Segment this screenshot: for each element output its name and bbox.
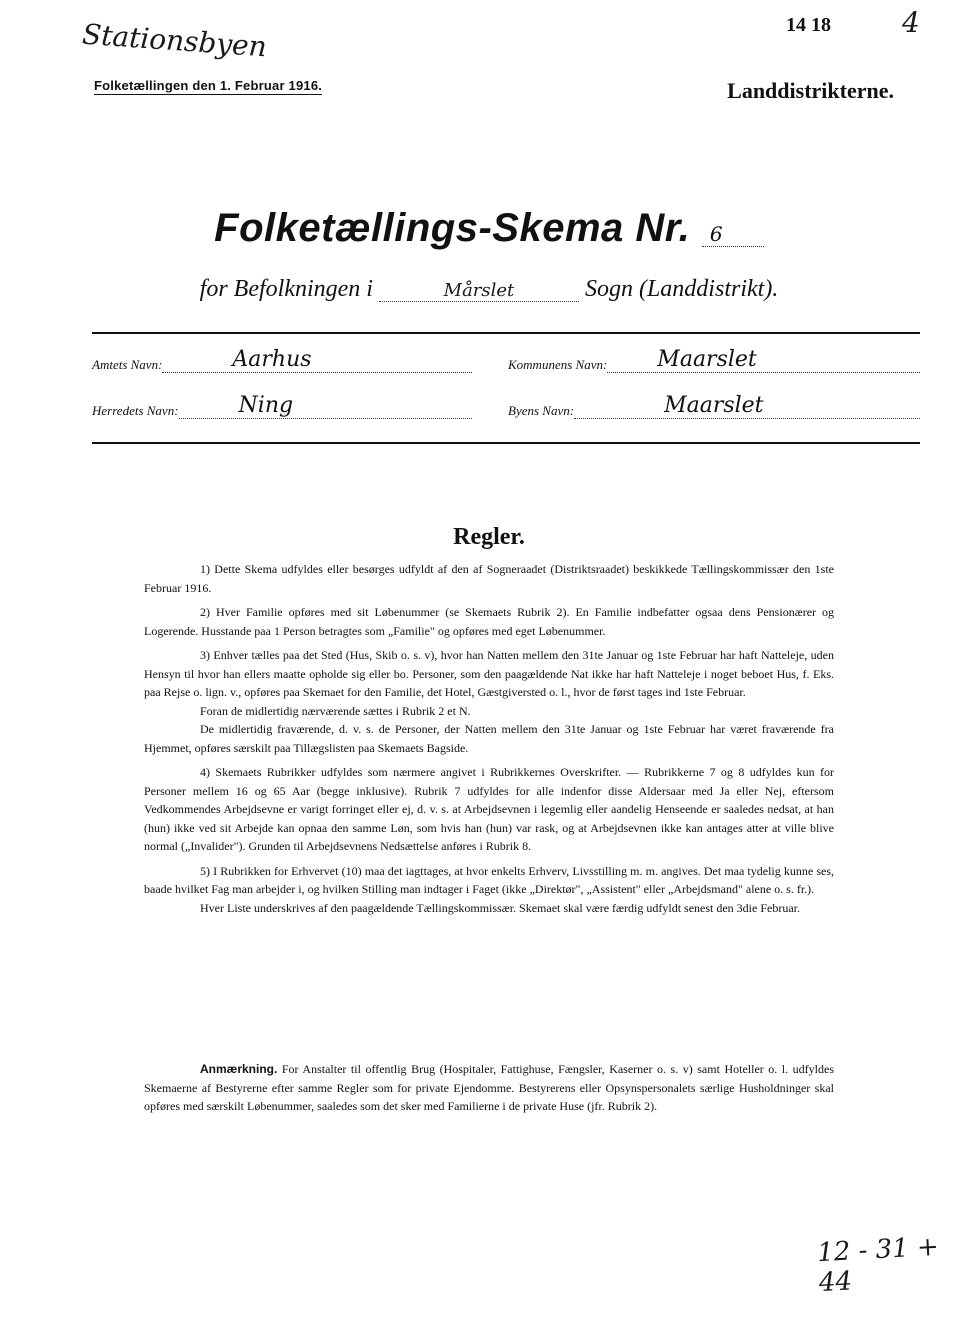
stamp-number: 14 18 bbox=[786, 14, 831, 36]
amt-field-row bbox=[92, 344, 472, 373]
rule-2: 2) Hver Familie opføres med sit Løbenummer (se Skemaets Rubrik 2). En Familie indbefatter ogsaa dens Pensionærer og Logerende. Husstande paa 1 Person betragtes som „Familie" og opføres med eget Løbenummer. bbox=[144, 605, 834, 638]
herred-value: Ning bbox=[238, 393, 294, 418]
kommune-label: Kommunens Navn: bbox=[508, 357, 608, 372]
kommune-field-row bbox=[508, 344, 920, 373]
form-number-field[interactable]: 6 bbox=[702, 222, 764, 247]
census-date-line: Folketællingen den 1. Februar 1916. bbox=[94, 78, 323, 93]
rule-3-present: Foran de midlertidig nærværende sættes i Rubrik 2 et N. bbox=[200, 703, 471, 718]
amt-label: Amtets Navn: bbox=[92, 357, 163, 372]
district-label: Landdistrikterne. bbox=[727, 78, 894, 103]
rule-5: 5) I Rubrikken for Erhvervet (10) maa det iagttages, at hvor enkelts Erhverv, Livsstilling m. m. angives. Det maa tydelig kunne ses, baade hvilket Fag man arbejder i, og hvilken Stilling man indtager i Faget (ikke „Direktør", „Assistent" eller „Arbejdsmand" alene o. s. fr.). bbox=[144, 863, 834, 896]
form-subtitle bbox=[0, 276, 978, 303]
annotation-note bbox=[144, 1060, 834, 1116]
rule-3: 3) Enhver tælles paa det Sted (Hus, Skib o. s. v), hvor han Natten mellem den 31te Januar og 1ste Februar har haft Natteleje, uden Hensyn til hvor han ellers maatte opholde sig eller bo. Personer, som den paagældende Nat ikke har haft Natteleje i noget beboet Hus, f. Eks. paa Rejse o. lign. v., opføres paa Skemaet for den Familie, det Hotel, Gæstgiversted o. l., hvor de først tages ind 1ste Februar. bbox=[144, 648, 834, 699]
kommune-value: Maarslet bbox=[657, 347, 757, 372]
by-field-row bbox=[508, 390, 920, 419]
bottom-divider bbox=[92, 442, 920, 444]
by-value: Maarslet bbox=[664, 393, 764, 418]
rule-1: 1) Dette Skema udfyldes eller besørges udfyldt af den af Sogneraadet (Distriktsraadet) beskikkede Tællingskommissær den 1ste Februar 1916. bbox=[144, 562, 834, 595]
rule-3-absent: De midlertidig fraværende, d. v. s. de Personer, der Natten mellem den 31te Januar og 1ste Februar har været fraværende fra Hjemmet, opføres særskilt paa Tillægslisten paa Skemaets Bagside. bbox=[144, 722, 834, 755]
form-title-text: Folketællings-Skema Nr. bbox=[214, 206, 691, 250]
handwritten-page-number: 4 bbox=[902, 6, 920, 39]
by-field[interactable] bbox=[574, 390, 920, 419]
subtitle-prefix: for Befolkningen i bbox=[199, 276, 373, 302]
form-title bbox=[0, 206, 978, 251]
rule-4: 4) Skemaets Rubrikker udfyldes som nærmere angivet i Rubrikkernes Overskrifter. — Rubrikkerne 7 og 8 udfyldes kun for Personer mellem 16 og 65 Aar (begge inklusive). Rubrik 7 udfyldes for alle indenfor disse Aldersaar med Ja eller Nej, eftersom Vedkommendes Arbejdsevne er varigt forringet eller ej, d. v. s. at Arbejdsevnen i legemlig eller aandelig Henseende er saaledes nedsat, at han (hun) ikke ved sit Arbejde kan opnaa den samme Løn, som hvis han (hun) var rask, og at Arbejdsevnen ikke kan antages atter at ville blive normal („Invalider"). Grunden til Arbejdsevnens Nedsættelse anføres i Rubrik 8. bbox=[144, 765, 834, 853]
subtitle-suffix: Sogn (Landdistrikt). bbox=[584, 276, 779, 302]
rules-heading: Regler. bbox=[453, 524, 525, 550]
note-text: For Anstalter til offentlig Brug (Hospitaler, Fattighuse, Fængsler, Kaserner o. s. v) samt Hoteller o. l. udfyldes Skemaerne af Bestyrerne efter samme Regler som for private Ejendomme. Bestyrerens eller Opsynspersonalets særlige Husholdninger skal opføres med særskilt Løbenummer, saaledes som det sker med Familierne i de private Huse (jfr. Rubrik 2). bbox=[144, 1062, 834, 1113]
note-label: Anmærkning. bbox=[200, 1062, 278, 1076]
rules-section bbox=[144, 560, 834, 923]
handwritten-footer-note: 12 - 31 + 44 bbox=[816, 1231, 940, 1299]
by-label: Byens Navn: bbox=[508, 403, 575, 418]
handwritten-place-note: Stationsbyen bbox=[81, 17, 268, 64]
top-divider bbox=[92, 332, 920, 334]
herred-field-row bbox=[92, 390, 472, 419]
amt-field[interactable] bbox=[162, 344, 472, 373]
herred-label: Herredets Navn: bbox=[92, 403, 179, 418]
rule-5-signature: Hver Liste underskrives af den paagældende Tællingskommissær. Skemaet skal være færdig udfyldt senest den 3die Februar. bbox=[200, 900, 800, 915]
amt-value: Aarhus bbox=[232, 347, 312, 372]
herred-field[interactable] bbox=[179, 390, 472, 419]
parish-field[interactable]: Mårslet bbox=[379, 280, 579, 302]
kommune-field[interactable] bbox=[607, 344, 920, 373]
